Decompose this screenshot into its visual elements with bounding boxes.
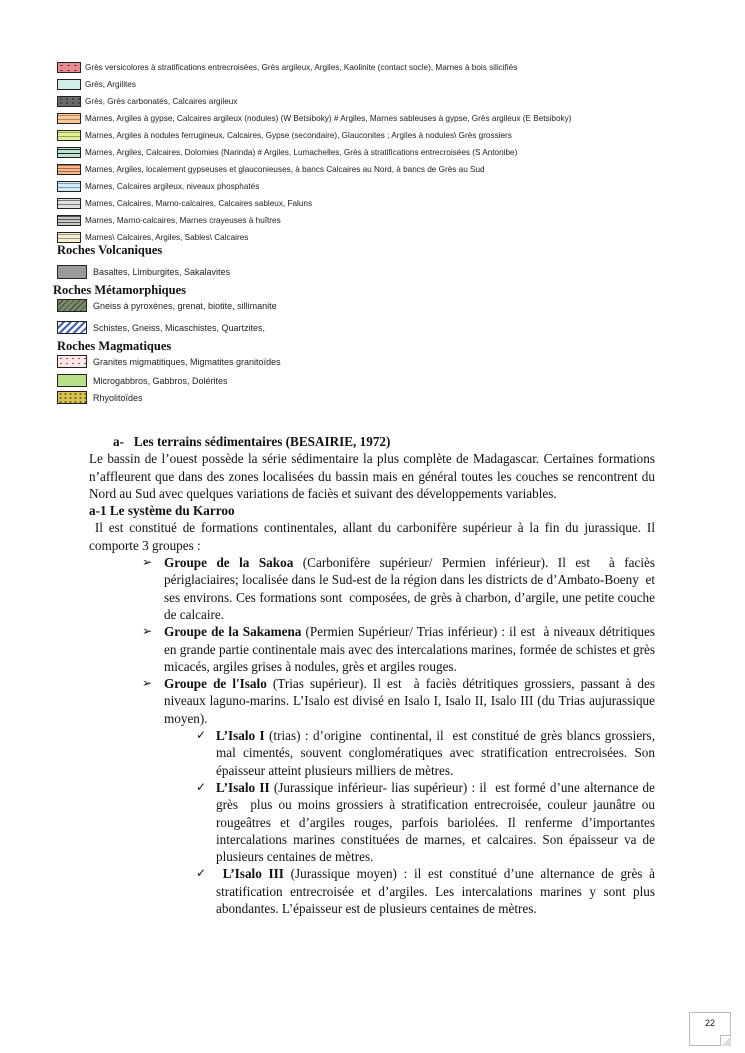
section-title-volcanic: Roches Volcaniques xyxy=(57,243,163,257)
checkmark-bullet-icon: ✓ xyxy=(196,866,207,881)
legend-swatch xyxy=(57,79,81,90)
group-name: Groupe de la Sakamena xyxy=(164,624,302,640)
subgroup-description: (Jurassique inférieur- lias supérieur) : il est formé d’une alternance de grès plus ou moins grossiers à stratification entrecroisée, couleur jaunâtre ou rougeâtres et d’argiles rouges, parfois bariolées. Il renferme d’importantes intercalations marines constituées de marnes, et calcaires. Son épaisseur va de plusieurs centaines de mètres. xyxy=(216,779,655,865)
legend-item xyxy=(57,230,248,244)
page-corner-fold xyxy=(720,1035,731,1046)
legend-item xyxy=(57,94,237,108)
document-body xyxy=(89,433,655,917)
legend-label: Marnes, Argiles à nodules ferrugineux, Calcaires, Gypse (secondaire), Glauconites ; Argiles à nodules\ Grès grossiers xyxy=(85,130,512,140)
legend-swatch xyxy=(57,62,81,73)
legend-label: Marnes, Argiles à gypse, Calcaires argileux (nodules) (W Betsiboky) # Argiles, Marnes sableuses à gypse, Grès argileux (E Betsiboky) xyxy=(85,113,572,123)
arrow-bullet-icon: ➢ xyxy=(142,676,153,691)
legend-swatch xyxy=(57,130,81,141)
legend-label: Marnes, Argiles, Calcaires, Dolomies (Narinda) # Argiles, Lumachelles, Grès à stratifications entrecroisées (S Antonibe) xyxy=(85,147,518,157)
group-name: Groupe de la Sakoa xyxy=(164,555,294,571)
arrow-bullet-icon: ➢ xyxy=(142,624,153,639)
legend-swatch xyxy=(57,321,87,334)
list-item-sakoa xyxy=(142,554,656,623)
legend-swatch xyxy=(57,96,81,107)
legend-item xyxy=(57,264,230,279)
legend-label: Grès versicolores à stratifications entrecroisées, Grès argileux, Argiles, Kaolinite (contact socle), Marnes à bois silicifiés xyxy=(85,62,518,72)
legend-item xyxy=(57,128,512,142)
legend-swatch xyxy=(57,198,81,209)
legend-swatch xyxy=(57,299,87,312)
list-item-isalo-3 xyxy=(196,865,655,917)
subgroup-description: (Jurassique moyen) : il est constitué d’une alternance de grès à stratification entrecroisée et d’argiles. Les intercalations marines y sont plus abondantes. L’épaisseur est de plusieurs centaines de mètres. xyxy=(216,866,655,917)
group-name: Groupe de l'Isalo xyxy=(164,676,267,692)
legend-item xyxy=(57,162,485,176)
legend-swatch xyxy=(57,232,81,243)
legend-swatch xyxy=(57,265,87,279)
paragraph-karroo-intro: Il est constitué de formations continentales, allant du carbonifère supérieur à la fin du jurassique. Il comporte 3 groupes : xyxy=(89,520,655,553)
paragraph-west-basin: Le bassin de l’ouest possède la série sédimentaire la plus complète de Madagascar. Certaines formations n’affleurent que dans des zones localisées du bassin mais en général toutes les couches se rencontrent du Nord au Sud avec quelques variations de faciès et suivant des développements variables. xyxy=(89,451,655,501)
legend-swatch xyxy=(57,374,87,387)
legend-label: Schistes, Gneiss, Micaschistes, Quartzites, xyxy=(93,322,266,333)
legend-label: Marnes, Marno-calcaires, Marnes crayeuses à huîtres xyxy=(85,215,281,225)
legend-item xyxy=(57,354,281,369)
group-description: (Permien Supérieur/ Trias inférieur) : il est à niveaux détritiques en grande partie continentale mais avec des intercalations marines, formée de schistes et grès micacés, argiles grises à nodules, grès et argiles rouges. xyxy=(164,624,655,674)
legend-item xyxy=(57,213,281,227)
legend-item xyxy=(57,390,143,405)
legend-swatch xyxy=(57,391,87,404)
section-title-metamorphic: Roches Métamorphiques xyxy=(53,283,186,297)
legend-label: Basaltes, Limburgites, Sakalavites xyxy=(93,266,231,277)
legend-swatch xyxy=(57,164,81,175)
legend-label: Gneiss à pyroxènes, grenat, biotite, sillimanite xyxy=(93,300,277,311)
legend-label: Marnes, Calcaires argileux, niveaux phosphatés xyxy=(85,181,260,191)
legend-item xyxy=(57,60,517,74)
checkmark-bullet-icon: ✓ xyxy=(196,728,207,743)
legend-swatch xyxy=(57,181,81,192)
page-number xyxy=(689,1012,731,1046)
legend-label: Marnes, Calcaires, Marno-calcaires, Calcaires sableux, Faluns xyxy=(85,198,313,208)
subgroup-description: (trias) : d’origine continental, il est constitué de grès blancs grossiers, mal cimentés, souvent conglomératiques avec stratification entrecroisées. Son épaisseur atteint plusieurs milliers de mètres. xyxy=(216,728,655,778)
legend-item xyxy=(57,145,517,159)
checkmark-bullet-icon: ✓ xyxy=(196,779,207,794)
legend-swatch xyxy=(57,147,81,158)
arrow-bullet-icon: ➢ xyxy=(142,555,153,570)
legend-item xyxy=(57,111,571,125)
list-item-isalo-2 xyxy=(196,779,655,865)
legend-swatch xyxy=(57,355,87,368)
legend-item xyxy=(57,77,136,91)
page-number-value: 22 xyxy=(704,1018,715,1028)
legend-label: Grès, Argilites xyxy=(85,79,136,89)
legend-label: Grès, Grès carbonatés, Calcaires argileux xyxy=(85,96,238,106)
legend-label: Marnes\ Calcaires, Argiles, Sables\ Calcaires xyxy=(85,232,249,242)
heading-sedimentary-terrains: a- Les terrains sédimentaires (BESAIRIE, 1972) xyxy=(113,434,391,449)
legend-item xyxy=(57,320,265,335)
subgroup-name: L’Isalo II xyxy=(216,779,270,795)
legend-item xyxy=(57,179,259,193)
legend-swatch xyxy=(57,113,81,124)
legend-label: Rhyolitoïdes xyxy=(93,392,143,403)
subgroup-name: L’Isalo I xyxy=(216,728,265,744)
legend-swatch xyxy=(57,215,81,226)
group-description: (Trias supérieur). Il est à faciès détritiques grossiers, passant à des niveaux laguno-marins. L’Isalo est divisé en Isalo I, Isalo II, Isalo III (du Trias aujurassique moyen). xyxy=(164,676,656,726)
legend-label: Granites migmatitiques, Migmatites granitoïdes xyxy=(93,356,281,367)
legend-label: Microgabbros, Gabbros, Dolérites xyxy=(93,375,228,386)
legend-item xyxy=(57,373,228,388)
list-item-isalo xyxy=(142,675,656,727)
legend-item xyxy=(57,196,312,210)
subgroup-name: L’Isalo III xyxy=(216,866,284,882)
list-item-isalo-1 xyxy=(196,727,655,779)
legend-label: Marnes, Argiles, localement gypseuses et glauconieuses, à bancs Calcaires au Nord, à bancs de Grès au Sud xyxy=(85,164,485,174)
legend-item xyxy=(57,298,277,313)
group-description: (Carbonifère supérieur/ Permien inférieur). Il est à faciès périglaciaires; localisée dans le Sud-est de la région dans les districts de d’Ambato-Boeny et ses environs. Ces formations sont composées, de grès à charbon, d’argile, une petite couche de calcaire. xyxy=(164,555,656,622)
list-item-sakamena xyxy=(142,623,655,675)
heading-karroo-system: a-1 Le système du Karroo xyxy=(89,503,235,519)
section-title-magmatic: Roches Magmatiques xyxy=(57,339,172,353)
